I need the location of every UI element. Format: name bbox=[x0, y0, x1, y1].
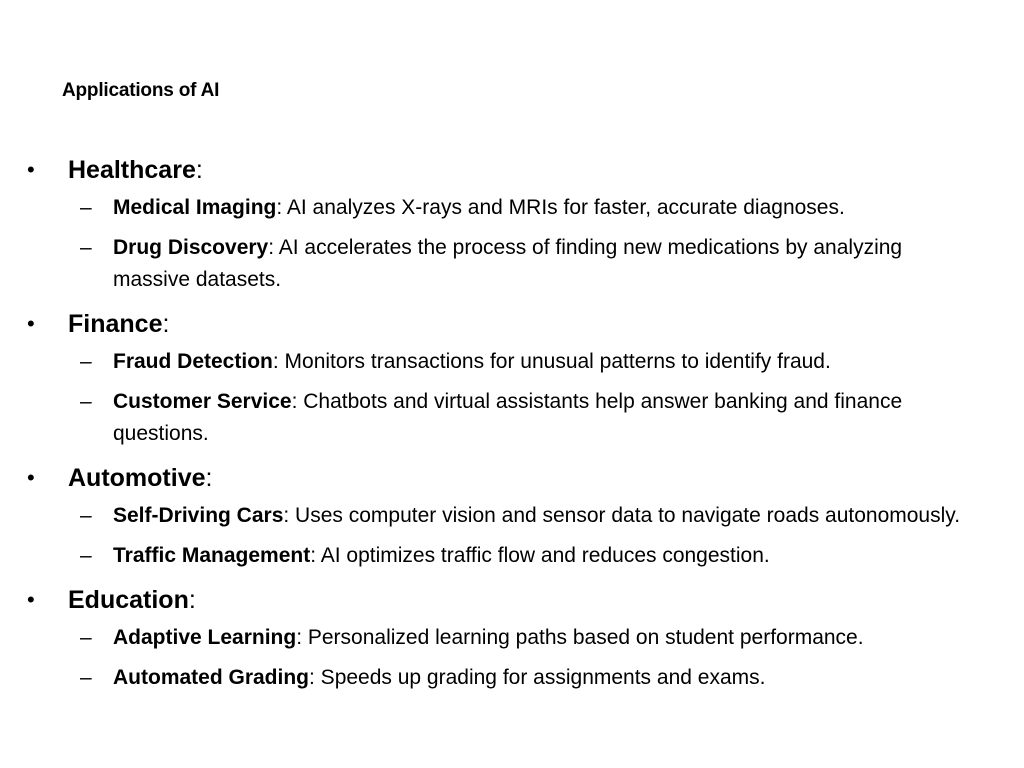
sub-item bbox=[0, 662, 1024, 694]
heading-colon: : bbox=[162, 310, 170, 338]
section-finance bbox=[0, 304, 1024, 450]
sub-item-text: : AI analyzes X-rays and MRIs for faster, accurate diagnoses. bbox=[276, 196, 845, 219]
bullet-list bbox=[0, 150, 1024, 702]
bullet-icon: • bbox=[27, 587, 35, 612]
sub-item bbox=[0, 540, 1024, 572]
sub-item-term: Fraud Detection bbox=[113, 350, 273, 373]
sub-item-term: Customer Service bbox=[113, 390, 292, 413]
section-heading-term: Education bbox=[68, 586, 189, 614]
sub-item-term: Drug Discovery bbox=[113, 236, 269, 259]
sub-item-term: Medical Imaging bbox=[113, 196, 277, 219]
bullet-icon: • bbox=[27, 311, 35, 336]
sub-item bbox=[0, 386, 1024, 450]
dash-icon: – bbox=[80, 236, 92, 259]
sub-item-term: Adaptive Learning bbox=[113, 626, 297, 649]
sub-item-text: : Uses computer vision and sensor data to navigate roads autonomously. bbox=[283, 504, 961, 527]
sub-item bbox=[0, 192, 1024, 224]
section-healthcare bbox=[0, 150, 1024, 296]
section-heading bbox=[0, 458, 1024, 498]
section-heading bbox=[0, 150, 1024, 190]
sub-item-text: : Speeds up grading for assignments and exams. bbox=[309, 666, 766, 689]
sub-item bbox=[0, 346, 1024, 378]
section-heading bbox=[0, 304, 1024, 344]
section-automotive bbox=[0, 458, 1024, 572]
dash-icon: – bbox=[80, 504, 92, 527]
sub-item bbox=[0, 232, 1024, 296]
section-heading-term: Automotive bbox=[68, 464, 206, 492]
section-heading bbox=[0, 580, 1024, 620]
section-education bbox=[0, 580, 1024, 694]
sub-item-text: : Chatbots and virtual assistants help answer banking and finance questions. bbox=[113, 390, 903, 445]
sub-item-text: : Monitors transactions for unusual patterns to identify fraud. bbox=[272, 350, 831, 373]
section-heading-term: Healthcare bbox=[68, 156, 196, 184]
bullet-icon: • bbox=[27, 157, 35, 182]
sub-item bbox=[0, 622, 1024, 654]
slide-title: Applications of AI bbox=[62, 80, 220, 101]
dash-icon: – bbox=[80, 666, 92, 689]
sub-item-text: : AI optimizes traffic flow and reduces congestion. bbox=[310, 544, 770, 567]
dash-icon: – bbox=[80, 196, 92, 219]
heading-colon: : bbox=[195, 156, 203, 184]
dash-icon: – bbox=[80, 626, 92, 649]
sub-item bbox=[0, 500, 1024, 532]
sub-item-text: : Personalized learning paths based on student performance. bbox=[296, 626, 864, 649]
section-heading-term: Finance bbox=[68, 310, 163, 338]
dash-icon: – bbox=[80, 350, 92, 373]
sub-item-term: Automated Grading bbox=[113, 666, 310, 689]
heading-colon: : bbox=[205, 464, 213, 492]
sub-item-text: : AI accelerates the process of finding new medications by analyzing massive datasets. bbox=[113, 236, 903, 291]
dash-icon: – bbox=[80, 544, 92, 567]
dash-icon: – bbox=[80, 390, 92, 413]
bullet-icon: • bbox=[27, 465, 35, 490]
sub-item-term: Traffic Management bbox=[113, 544, 311, 567]
sub-item-term: Self-Driving Cars bbox=[113, 504, 284, 527]
heading-colon: : bbox=[188, 586, 196, 614]
